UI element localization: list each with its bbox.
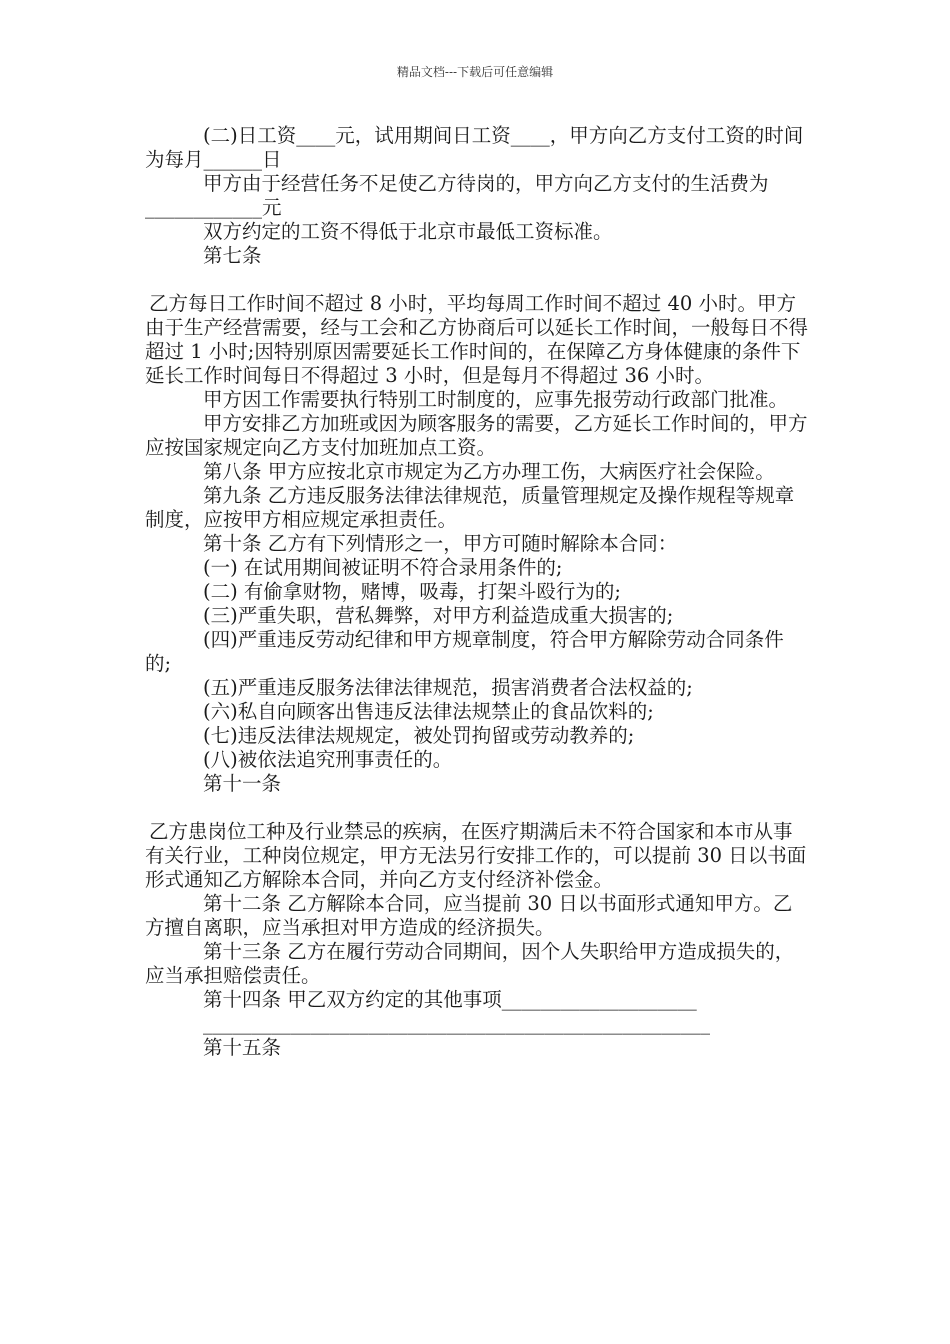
paragraph: 第十二条 乙方解除本合同，应当提前 30 日以书面形式通知甲方。乙方擅自离职，应当承担对甲方造成的经济损失。	[145, 892, 793, 939]
paragraph: 第十条 乙方有下列情形之一，甲方可随时解除本合同：	[203, 532, 678, 555]
paragraph: (二) 有偷拿财物，赌博，吸毒，打架斗殴行为的;	[203, 580, 621, 603]
paragraph: (八)被依法追究刑事责任的。	[203, 748, 453, 771]
paragraph: (七)违反法律法规规定，被处罚拘留或劳动教养的;	[203, 724, 635, 747]
paragraph: (四)严重违反劳动纪律和甲方规章制度，符合甲方解除劳动合同条件的;	[145, 628, 784, 675]
paragraph: (六)私自向顾客出售违反法律法规禁止的食品饮料的;	[203, 700, 654, 723]
paragraph: (一) 在试用期间被证明不符合录用条件的;	[203, 556, 563, 579]
paragraph: 第九条 乙方违反服务法律法律规范，质量管理规定及操作规程等规章制度，应按甲方相应规定承担责任。	[145, 484, 795, 531]
paragraph: 乙方患岗位工种及行业禁忌的疾病，在医疗期满后未不符合国家和本市从事有关行业，工种岗位规定，甲方无法另行安排工作的，可以提前 30 日以书面形式通知乙方解除本合同，并向乙方支付经济补偿金。	[145, 820, 807, 891]
paragraph: (五)严重违反服务法律法律规范，损害消费者合法权益的;	[203, 676, 693, 699]
page-header: 精品文档---下载后可任意编辑	[396, 65, 554, 79]
paragraph: (二)日工资____元，试用期间日工资____，甲方向乙方支付工资的时间为每月______日	[145, 124, 804, 171]
paragraph: 第十三条 乙方在履行劳动合同期间，因个人失职给甲方造成损失的，应当承担赔偿责任。	[145, 940, 795, 987]
paragraph: 甲方由于经营任务不足使乙方待岗的，甲方向乙方支付的生活费为 ____________元	[145, 172, 769, 219]
paragraph: 第七条	[203, 244, 262, 267]
paragraph: 甲方安排乙方加班或因为顾客服务的需要，乙方延长工作时间的，甲方应按国家规定向乙方支付加班加点工资。	[145, 412, 808, 459]
paragraph: ____________________________________________________	[203, 1012, 710, 1035]
document-body	[145, 124, 809, 1060]
blank-line	[145, 268, 809, 292]
paragraph: 乙方每日工作时间不超过 8 小时，平均每周工作时间不超过 40 小时。甲方由于生产经营需要，经与工会和乙方协商后可以延长工作时间，一般每日不得超过 1 小时;因特别原因需要延长工作时间的，在保障乙方身体健康的条件下延长工作时间每日不得超过 3 小时，但是每月不得超过 36 小时。	[145, 292, 809, 387]
paragraph: 第十一条	[203, 772, 282, 795]
paragraph: (三)严重失职，营私舞弊，对甲方利益造成重大损害的;	[203, 604, 674, 627]
paragraph: 甲方因工作需要执行特别工时制度的，应事先报劳动行政部门批准。	[203, 388, 789, 411]
blank-line	[145, 796, 809, 820]
paragraph: 第十五条	[203, 1036, 282, 1059]
paragraph: 双方约定的工资不得低于北京市最低工资标准。	[203, 220, 613, 243]
paragraph: 第十四条 甲乙双方约定的其他事项____________________	[203, 988, 697, 1011]
paragraph: 第八条 甲方应按北京市规定为乙方办理工伤，大病医疗社会保险。	[203, 460, 775, 483]
